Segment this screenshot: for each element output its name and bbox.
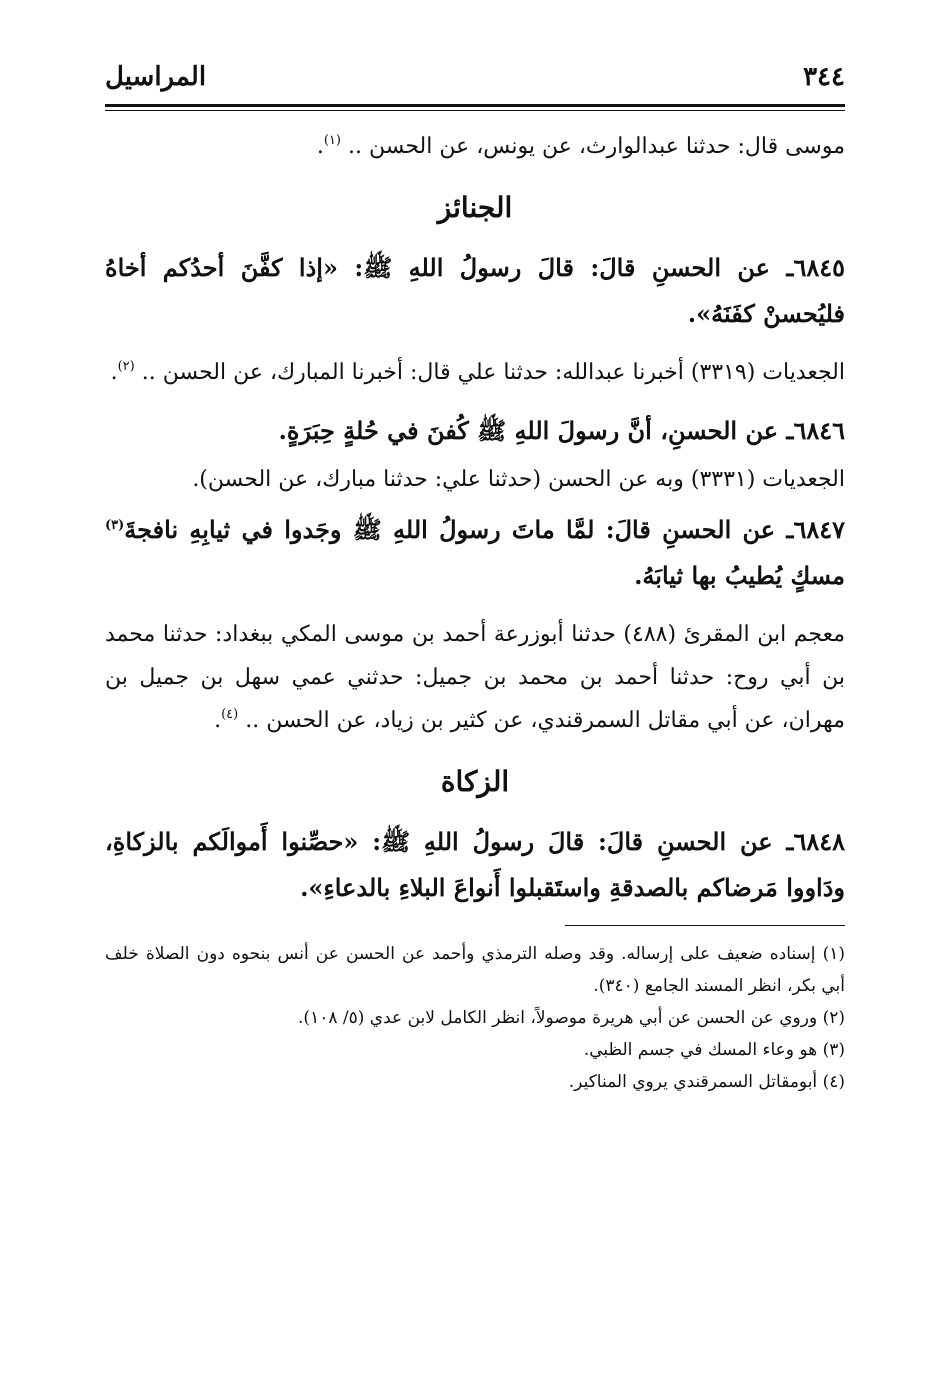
footnote-ref-3: (٣)	[105, 518, 125, 533]
opening-line-text: موسى قال: حدثنا عبدالوارث، عن يونس، عن الحسن ..	[340, 134, 845, 159]
header-rule-thin	[105, 110, 845, 111]
hadith-6847	[105, 507, 845, 599]
hadith-6847-text-b: مسكٍ يُطيبُ بها ثيابَهُ.	[634, 561, 845, 590]
opening-line-end: .	[316, 134, 324, 159]
book-page	[105, 62, 845, 1098]
footnote-2	[105, 1002, 845, 1034]
footnote-text: وروي عن الحسن عن أبي هريرة موصولاً، انظر الكامل لابن عدي (٥/ ١٠٨).	[298, 1008, 818, 1028]
book-title: المراسيل	[105, 62, 207, 92]
footnote-label: (١)	[822, 944, 845, 964]
section-heading-zakat: الزكاة	[440, 765, 510, 798]
source-6847	[105, 613, 845, 742]
source-6845-end: .	[110, 360, 118, 385]
footnote-label: (٤)	[822, 1072, 845, 1092]
header-rule-thick	[105, 104, 845, 107]
footnote-text: هو وعاء المسك في جسم الظبي.	[583, 1040, 818, 1060]
footnote-ref-2: (٢)	[117, 359, 135, 374]
source-6847-text: معجم ابن المقرئ (٤٨٨) حدثنا أبوزرعة أحمد بن موسى المكي ببغداد: حدثنا محمد بن أبي روح: حدثنا أحمد بن محمد بن جميل: حدثني عمي سهل بن جميل بن مهران، عن أبي مقاتل السمرقندي، عن كثير بن زياد، عن الحسن ..	[105, 622, 846, 733]
opening-line	[105, 125, 845, 168]
footnote-3	[105, 1034, 845, 1066]
source-6845-text: الجعديات (٣٣١٩) أخبرنا عبدالله: حدثنا علي قال: أخبرنا المبارك، عن الحسن ..	[134, 360, 845, 385]
footnote-label: (٢)	[822, 1008, 845, 1028]
footnote-text: أبومقاتل السمرقندي يروي المناكير.	[568, 1072, 818, 1092]
footnote-ref-1: (١)	[323, 133, 341, 148]
source-6845	[105, 351, 845, 394]
hadith-6845: ٦٨٤٥ـ عن الحسنِ قالَ: قالَ رسولُ اللهِ ﷺ: «إذا كفَّنَ أحدُكم أخاهُ فليُحسنْ كفَنَهُ».	[105, 253, 845, 328]
page-number: ٣٤٤	[803, 62, 845, 92]
footnote-ref-4: (٤)	[221, 707, 239, 722]
footnotes	[105, 938, 845, 1098]
source-6847-end: .	[214, 708, 222, 733]
hadith-6847-text-a: ٦٨٤٧ـ عن الحسنِ قالَ: لمَّا ماتَ رسولُ اللهِ ﷺ وجَدوا في ثيابِهِ نافجةَ	[124, 515, 845, 544]
hadith-6848: ٦٨٤٨ـ عن الحسنِ قالَ: قالَ رسولُ اللهِ ﷺ: «حصِّنوا أَموالَكم بالزكاةِ، ودَاووا مَرضاكم بالصدقةِ واستَقبلوا أَنواعَ البلاءِ بالدعاءِ».	[105, 827, 845, 902]
section-heading-funerals: الجنائز	[437, 191, 513, 224]
hadith-6846: ٦٨٤٦ـ عن الحسنِ، أنَّ رسولَ اللهِ ﷺ كُفنَ في حُلةٍ حِبَرَةٍ.	[278, 416, 845, 445]
footnote-4	[105, 1066, 845, 1098]
source-6846: الجعديات (٣٣٣١) وبه عن الحسن (حدثنا علي: حدثنا مبارك، عن الحسن).	[192, 467, 845, 492]
footnote-separator	[565, 925, 845, 926]
running-header	[105, 62, 845, 102]
footnote-label: (٣)	[822, 1040, 845, 1060]
footnote-text: إسناده ضعيف على إرساله. وقد وصله الترمذي وأحمد عن الحسن عن أنس بنحوه دون الصلاة خلف أبي بكر، انظر المسند الجامع (٣٤٠).	[105, 944, 845, 996]
footnote-1	[105, 938, 845, 1002]
